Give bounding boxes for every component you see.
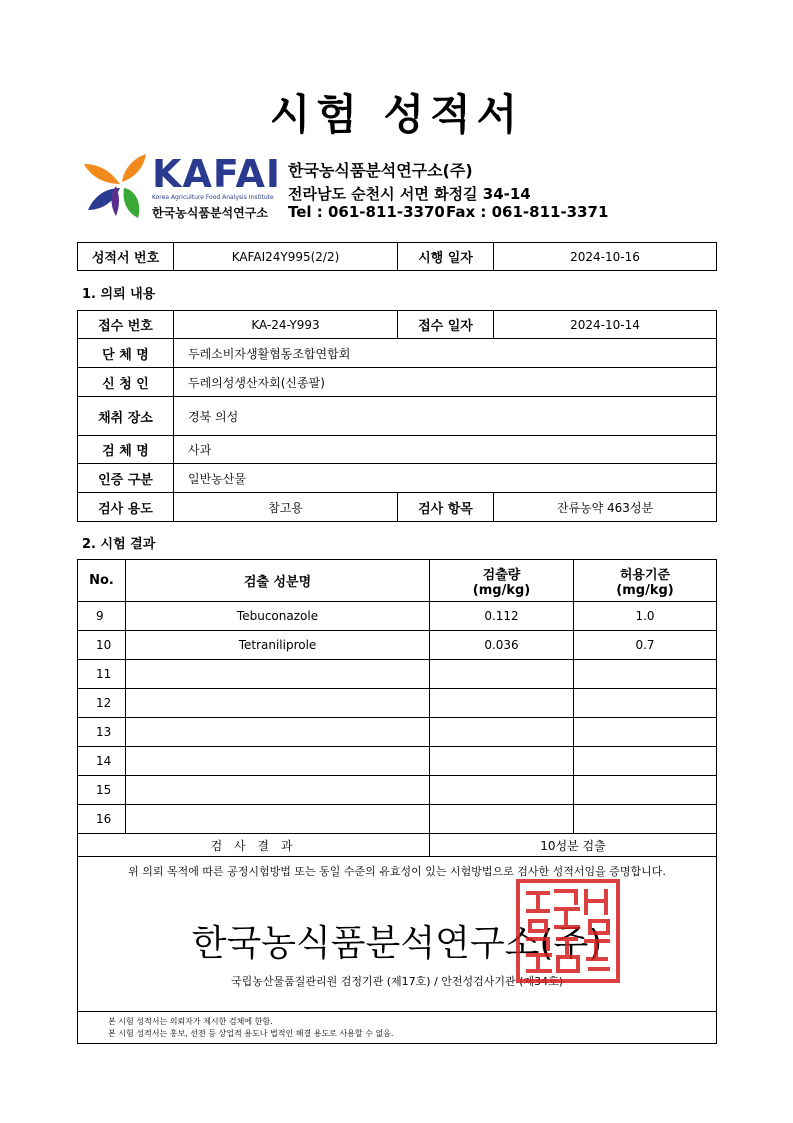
row-limit [574, 718, 717, 747]
row-no: 16 [78, 805, 126, 834]
signature-name: 한국농식품분석연구소(주) [191, 923, 603, 964]
col-detect-unit: (mg/kg) [472, 582, 531, 598]
row-name [126, 660, 430, 689]
row-limit: 1.0 [574, 602, 717, 631]
row-no: 15 [78, 776, 126, 805]
row-no: 12 [78, 689, 126, 718]
table-row [78, 747, 717, 776]
row-no: 10 [78, 631, 126, 660]
kafai-logo [80, 150, 280, 222]
place-value: 경북 의성 [174, 397, 717, 436]
row-name [126, 805, 430, 834]
issue-date-label: 시행 일자 [398, 243, 494, 271]
row-name [126, 689, 430, 718]
receipt-date-label: 접수 일자 [398, 311, 494, 339]
col-limit-title: 허용기준 [619, 567, 671, 583]
row-detect [430, 689, 574, 718]
report-no-value: KAFAI24Y995(2/2) [174, 243, 398, 271]
logo-subtitle-en: Korea Agriculture Food Analysis Institute [152, 194, 274, 201]
section1-title: 1. 의뢰 내용 [82, 287, 156, 302]
purpose-value: 참고용 [174, 493, 398, 522]
col-detect-title: 검출량 [482, 567, 521, 583]
row-limit [574, 805, 717, 834]
section2-title: 2. 시험 결과 [82, 537, 156, 552]
org-fax: Fax : 061-811-3371 [446, 203, 609, 221]
issue-date-value: 2024-10-16 [494, 243, 717, 271]
col-name-header: 검출 성분명 [126, 560, 430, 602]
row-name [126, 718, 430, 747]
receipt-no-value: KA-24-Y993 [174, 311, 398, 339]
place-label: 채취 장소 [78, 397, 174, 436]
row-no: 9 [78, 602, 126, 631]
footnote-2: 본 시험 성적서는 홍보, 선전 등 상업적 용도나 법적인 해결 용도로 사용할 수 없음. [108, 1029, 394, 1038]
sample-label: 검 체 명 [78, 436, 174, 464]
row-limit: 0.7 [574, 631, 717, 660]
items-label: 검사 항목 [398, 493, 494, 522]
row-detect: 0.036 [430, 631, 574, 660]
certification-box [77, 856, 717, 1044]
row-no: 13 [78, 718, 126, 747]
row-name [126, 747, 430, 776]
table-row [78, 776, 717, 805]
accreditation: 국립농산물품질관리원 검정기관 (제17호) / 안전성검사기관 (제34호) [231, 975, 563, 988]
receipt-date-value: 2024-10-14 [494, 311, 717, 339]
table-row [78, 631, 717, 660]
summary-label: 검 사 결 과 [78, 834, 430, 857]
org-address: 전라남도 순천시 서면 화정길 34-14 [288, 185, 531, 203]
col-detect-header [430, 560, 574, 602]
org-name: 한국농식품분석연구소(주) [288, 161, 473, 180]
applicant-value: 두레의성생산자회(신종팔) [174, 368, 717, 397]
org-label: 단 체 명 [78, 339, 174, 368]
row-detect [430, 718, 574, 747]
org-value: 두레소비자생활협동조합연합회 [174, 339, 717, 368]
row-detect: 0.112 [430, 602, 574, 631]
logo-subtitle-kr: 한국농식품분석연구소 [152, 206, 268, 220]
report-no-label: 성적서 번호 [78, 243, 174, 271]
certification-statement: 위 의뢰 목적에 따른 공정시험방법 또는 동일 수준의 유효성이 있는 시험방법으로 검사한 성적서임을 증명합니다. [128, 865, 666, 878]
col-limit-header [574, 560, 717, 602]
table-row [78, 660, 717, 689]
official-seal-icon [516, 879, 620, 983]
row-detect [430, 805, 574, 834]
purpose-label: 검사 용도 [78, 493, 174, 522]
row-detect [430, 747, 574, 776]
row-name: Tebuconazole [126, 602, 430, 631]
footnote-divider [78, 1011, 716, 1012]
org-tel: Tel : 061-811-3370 [288, 203, 445, 221]
row-no: 14 [78, 747, 126, 776]
footnotes [108, 1016, 393, 1040]
row-limit [574, 776, 717, 805]
document-title: 시험 성적서 [269, 90, 524, 139]
row-detect [430, 660, 574, 689]
receipt-no-label: 접수 번호 [78, 311, 174, 339]
row-limit [574, 689, 717, 718]
row-limit [574, 747, 717, 776]
row-limit [574, 660, 717, 689]
cert-label: 인증 구분 [78, 464, 174, 493]
summary-value: 10성분 검출 [430, 834, 717, 857]
table-row [78, 602, 717, 631]
results-table [77, 559, 717, 857]
row-name: Tetraniliprole [126, 631, 430, 660]
logo-brand: KAFAI [152, 152, 282, 196]
sample-value: 사과 [174, 436, 717, 464]
row-name [126, 776, 430, 805]
footnote-1: 본 시험 성적서는 의뢰자가 제시한 검체에 한함. [108, 1017, 273, 1026]
table-row [78, 689, 717, 718]
col-no-header: No. [78, 560, 126, 602]
table-row [78, 805, 717, 834]
table-row [78, 718, 717, 747]
row-detect [430, 776, 574, 805]
col-limit-unit: (mg/kg) [616, 582, 674, 598]
items-value: 잔류농약 463성분 [494, 493, 717, 522]
row-no: 11 [78, 660, 126, 689]
applicant-label: 신 청 인 [78, 368, 174, 397]
cert-value: 일반농산물 [174, 464, 717, 493]
